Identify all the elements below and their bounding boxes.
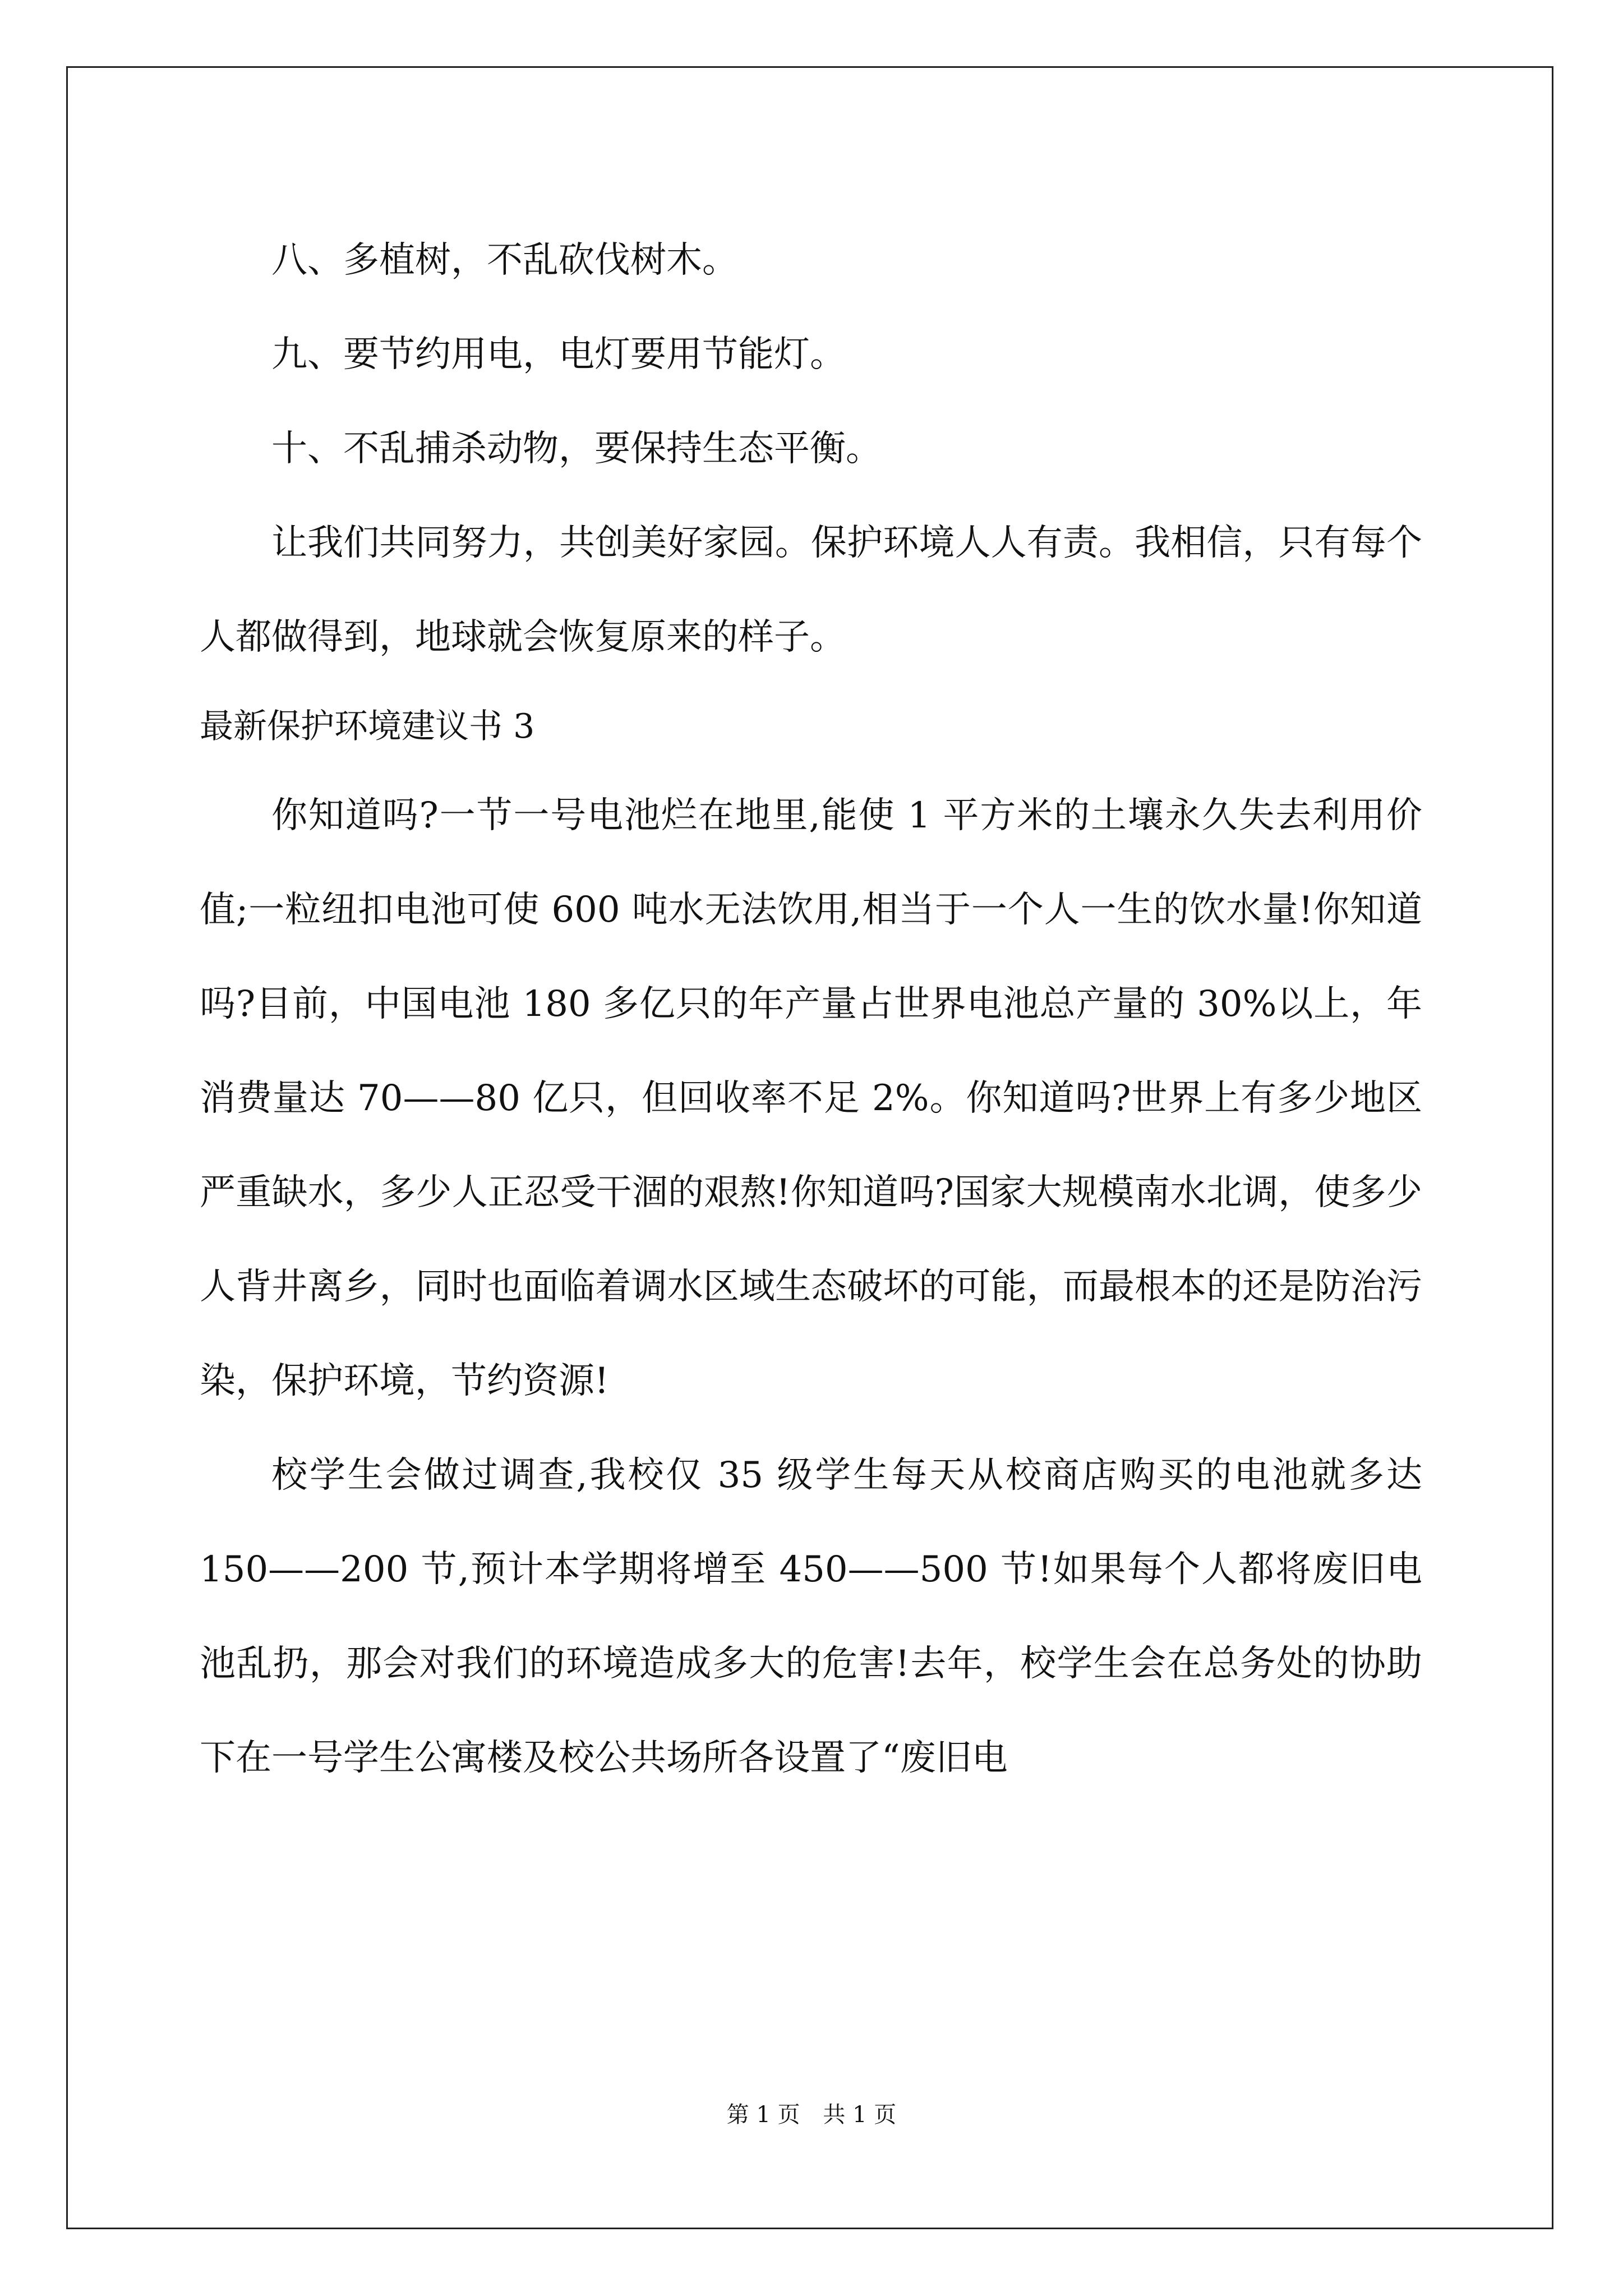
page-number: 第 1 页 [726,2102,800,2128]
paragraph-item-8: 八、多植树，不乱砍伐树木。 [271,240,738,281]
paragraph-closing: 让我们共同努力，共创美好家园。保护环境人人有责。我相信，只有每个人都做得到，地球就会恢复原来的样子。 [200,522,1422,658]
page-footer [0,2098,1623,2132]
paragraph-battery-facts: 你知道吗?一节一号电池烂在地里,能使 1 平方米的土壤永久失去利用价值;一粒纽扣电池可使 600 吨水无法饮用,相当于一个人一生的饮水量!你知道吗?目前，中国电池 180 多亿只的年产量占世界电池总产量的 30%以上，年消费量达 70——80 亿只，但回收率不足 2%。你知道吗?世界上有多少地区严重缺水，多少人正忍受干涸的艰熬!你知道吗?国家大规模南水北调，使多少人背井离乡，同时也面临着调水区域生态破坏的可能，而最根本的还是防治污染，保护环境，节约资源! [200,795,1422,1402]
section-title: 最新保护环境建议书 3 [200,707,535,746]
paragraph-survey: 校学生会做过调查,我校仅 35 级学生每天从校商店购买的电池就多达 150——200 节,预计本学期将增至 450——500 节!如果每个人都将废旧电池乱扔，那会对我们的环境造成多大的危害!去年，校学生会在总务处的协助下在一号学生公寓楼及校公共场所各设置了“废旧电 [200,1455,1422,1779]
paragraph-item-9: 九、要节约用电，电灯要用节能灯。 [271,334,846,375]
page-total: 共 1 页 [823,2102,897,2128]
document-body [200,213,1422,1805]
paragraph-item-10: 十、不乱捕杀动物，要保持生态平衡。 [271,428,882,470]
